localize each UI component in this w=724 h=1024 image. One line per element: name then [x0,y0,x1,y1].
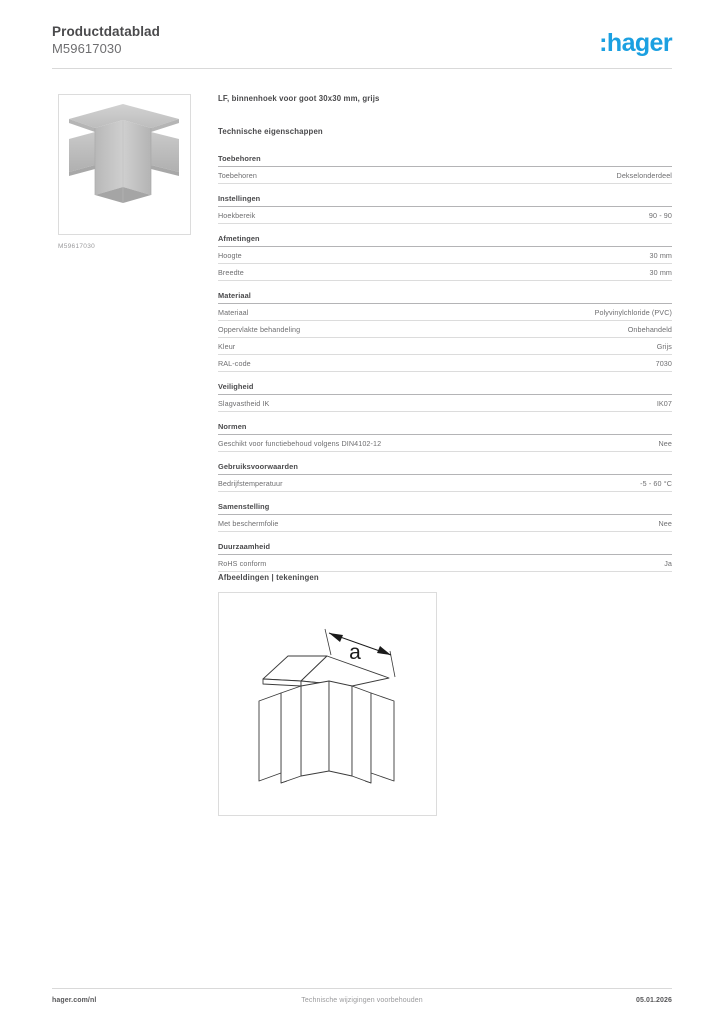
spec-row [218,515,672,532]
dimension-label-a: a [349,641,361,664]
spec-row-label: Materiaal [218,307,249,317]
spec-row [218,555,672,572]
spec-group-title: Afmetingen [218,234,672,247]
page-header [52,24,672,68]
spec-row-label: Met beschermfolie [218,518,279,528]
spec-row [218,264,672,281]
spec-row-value: Nee [658,518,672,528]
product-reference: M59617030 [52,41,122,56]
spec-row [218,395,672,412]
spec-row-label: Kleur [218,341,236,351]
spec-group-title: Samenstelling [218,502,672,515]
spec-row-label: Oppervlakte behandeling [218,324,301,334]
spec-group [218,291,672,372]
spec-group [218,462,672,492]
spec-row-label: Breedte [218,267,244,277]
product-photo-frame [58,94,191,235]
spec-group [218,154,672,184]
spec-row-value: Onbehandeld [627,324,672,334]
spec-row-value: Nee [658,438,672,448]
binnenhoek-product-photo [59,95,190,234]
spec-row-value: Ja [664,558,672,568]
spec-row-value: 30 mm [649,267,672,277]
spec-group [218,194,672,224]
spec-group-title: Duurzaamheid [218,542,672,555]
product-photo-caption: M59617030 [58,243,96,250]
spec-row-value: IK07 [656,398,672,408]
spec-row [218,247,672,264]
spec-row [218,304,672,321]
spec-row-label: Hoekbereik [218,210,256,220]
spec-row-value: Dekselonderdeel [616,170,672,180]
spec-row-value: 90 - 90 [648,210,672,220]
spec-group [218,422,672,452]
footer-website-link[interactable]: hager.com/nl [52,997,97,1004]
spec-row [218,207,672,224]
logo-colon-icon: : [599,29,607,57]
spec-group-title: Normen [218,422,672,435]
spec-row-value: 7030 [655,358,672,368]
spec-group-title: Veiligheid [218,382,672,395]
spec-row-label: Toebehoren [218,170,257,180]
spec-row-label: Slagvastheid IK [218,398,270,408]
spec-groups-container [218,154,672,572]
footer-divider [52,988,672,989]
footer-date: 05.01.2026 [635,997,672,1004]
spec-group-title: Materiaal [218,291,672,304]
spec-group [218,502,672,532]
spec-row-value: Grijs [656,341,672,351]
page-title: Productdatablad [52,24,161,39]
footer-disclaimer: Technische wijzigingen voorbehouden [301,997,423,1004]
spec-row [218,355,672,372]
technical-drawing-frame [218,592,437,816]
spec-row [218,167,672,184]
spec-row [218,435,672,452]
spec-group [218,234,672,281]
spec-group-title: Instellingen [218,194,672,207]
spec-row-label: RAL-code [218,358,251,368]
spec-row-label: Hoogte [218,250,242,260]
binnenhoek-technical-drawing [219,593,436,815]
spec-group [218,542,672,572]
spec-row [218,321,672,338]
spec-row-label: RoHS conform [218,558,267,568]
drawings-heading: Afbeeldingen | tekeningen [218,573,319,582]
specifications-panel [218,94,672,582]
spec-row-value: -5 - 60 °C [640,478,672,488]
spec-group [218,382,672,412]
spec-row-label: Bedrijfstemperatuur [218,478,283,488]
logo-wordmark: hager [606,29,672,57]
spec-row [218,475,672,492]
product-name: LF, binnenhoek voor goot 30x30 mm, grijs [218,94,380,103]
spec-row-value: Polyvinylchloride (PVC) [594,307,672,317]
spec-group-title: Gebruiksvoorwaarden [218,462,672,475]
spec-group-title: Toebehoren [218,154,672,167]
specs-heading: Technische eigenschappen [218,127,323,136]
header-divider [52,68,672,69]
spec-row-value: 30 mm [649,250,672,260]
spec-row [218,338,672,355]
hager-logo [599,30,672,56]
page-footer [52,997,672,1011]
spec-row-label: Geschikt voor functiebehoud volgens DIN4102-12 [218,438,382,448]
